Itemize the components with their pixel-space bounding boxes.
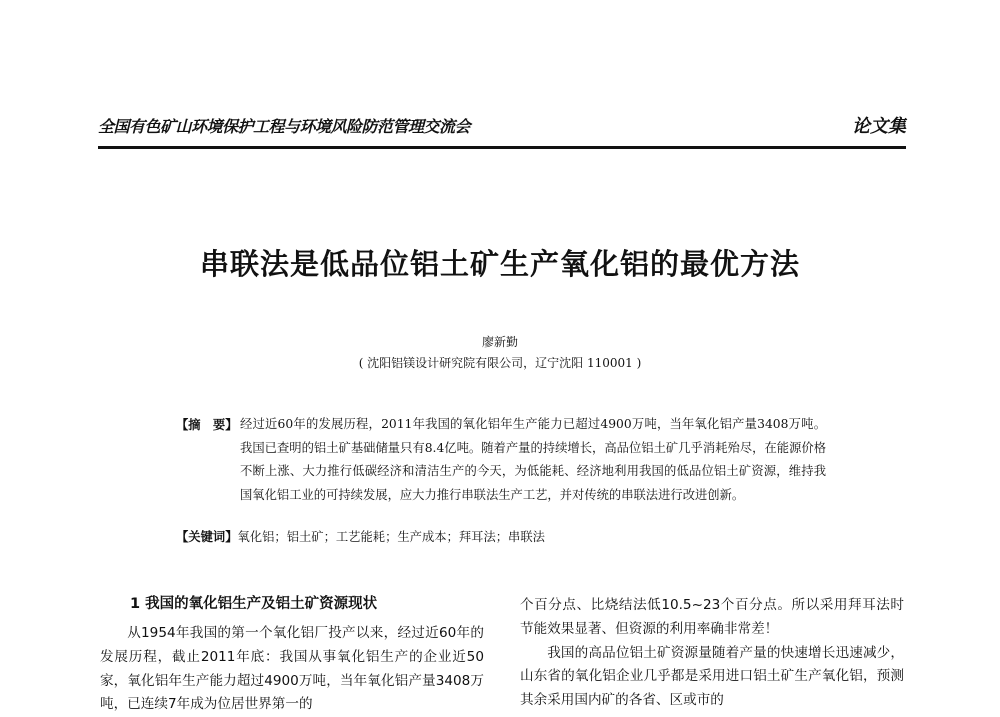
right-column xyxy=(520,594,904,713)
keywords-block xyxy=(176,527,826,547)
section-label: 论文集 xyxy=(852,116,906,137)
left-column xyxy=(100,594,484,717)
paper-title: 串联法是低品位铝土矿生产氧化铝的最优方法 xyxy=(199,247,800,281)
header-divider xyxy=(98,146,906,149)
section-heading: 1 我国的氧化铝生产及铝土矿资源现状 xyxy=(130,596,378,612)
abstract-text: 经过近60年的发展历程，2011年我国的氧化铝年生产能力已超过4900万吨，当年氧化铝产量3408万吨。我国已查明的铝土矿基础储量只有8.4亿吨。随着产量的持续增长，高品位铝土矿几乎消耗殆尽，在能源价格不断上涨、大力推行低碳经济和清洁生产的今天，为低能耗、经济地利用我国的低品位铝土矿资源，维持我国氧化铝工业的可持续发展，应大力推行串联法生产工艺，并对传统的串联法进行改进创新。 xyxy=(240,417,826,502)
journal-header: 全国有色矿山环境保护工程与环境风险防范管理交流会 xyxy=(98,117,471,136)
abstract-block xyxy=(176,413,826,507)
keywords-text: 氧化铝；铝土矿；工艺能耗；生产成本；拜耳法；串联法 xyxy=(237,530,545,544)
body-paragraph: 我国的高品位铝土矿资源量随着产量的快速增长迅速减少，山东省的氧化铝企业几乎都是采用进口铝土矿生产氧化铝，预测其余采用国内矿的各省、区或市的 xyxy=(520,644,904,709)
body-paragraph-continued: 个百分点、比烧结法低10.5~23个百分点。所以采用拜耳法时节能效果显著、但资源的利用率确非常差！ xyxy=(520,597,904,637)
author-affiliation: ( 沈阳铝镁设计研究院有限公司，辽宁沈阳 110001 ) xyxy=(358,356,642,370)
keywords-label: 【关键词】 xyxy=(176,529,238,544)
body-paragraph: 从1954年我国的第一个氧化铝厂投产以来，经过近60年的发展历程，截止2011年底：我国从事氧化铝生产的企业近50家，氧化铝年生产能力超过4900万吨，当年氧化铝产量3408万吨，已连续7年成为位居世界第一的 xyxy=(100,625,484,713)
abstract-label: 【摘 要】 xyxy=(176,417,238,432)
author-name: 廖新勤 xyxy=(481,335,518,349)
